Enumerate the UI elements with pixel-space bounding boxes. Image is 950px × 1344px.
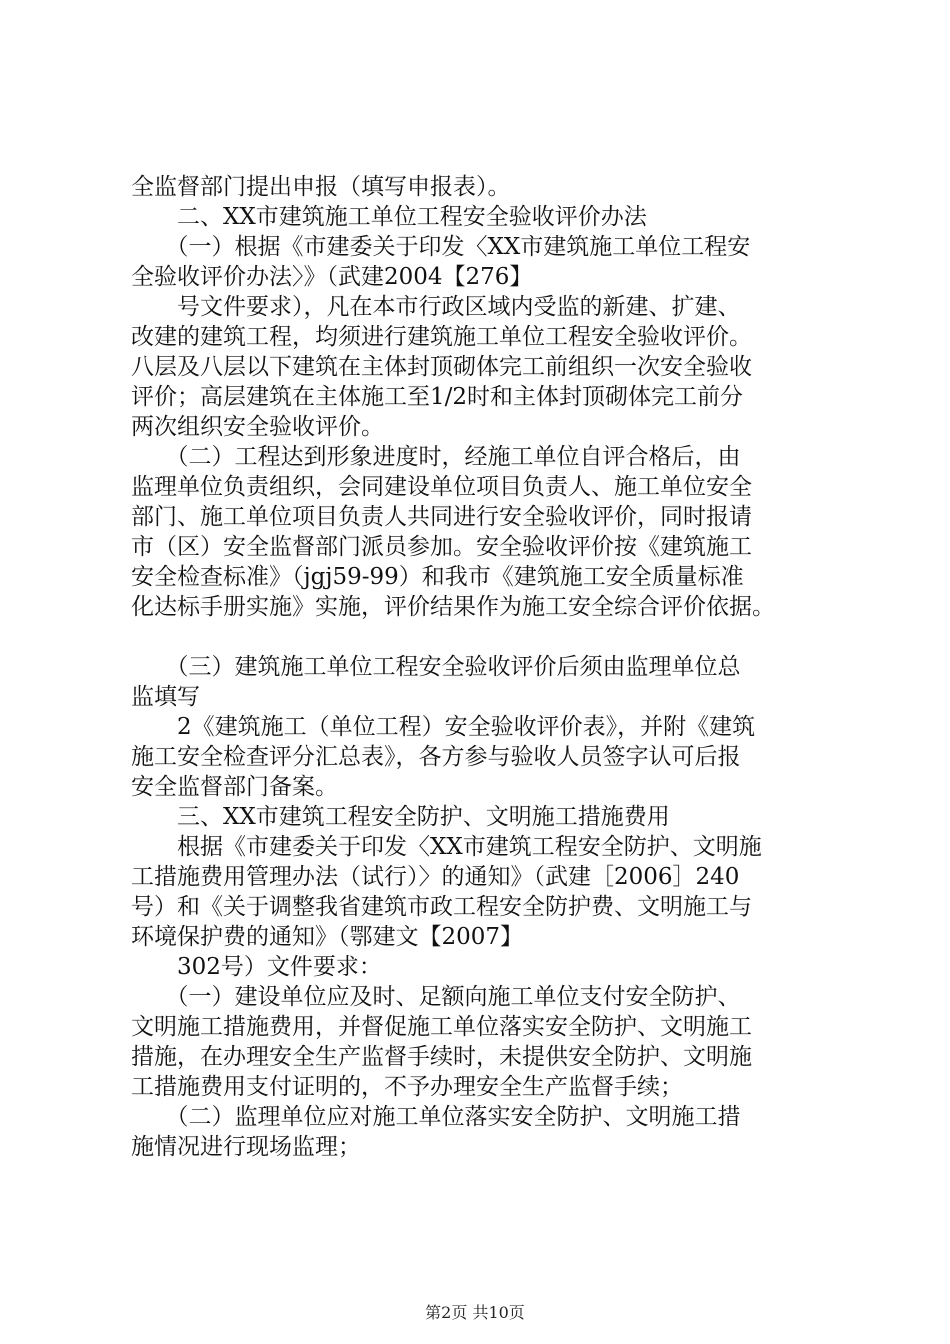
- text-line: 2《建筑施工（单位工程）安全验收评价表》，并附《建筑: [131, 714, 756, 740]
- text-line: 八层及八层以下建筑在主体封顶砌体完工前组织一次安全验收: [131, 354, 752, 380]
- page-number-footer: 第2页 共10页: [425, 1303, 525, 1322]
- text-line: 监填写: [131, 684, 200, 710]
- text-line: （三）建筑施工单位工程安全验收评价后须由监理单位总: [131, 654, 741, 680]
- text-line: 号文件要求），凡在本市行政区域内受监的新建、扩建、: [131, 294, 741, 320]
- text-line: 根据《市建委关于印发〈XX市建筑工程安全防护、文明施: [131, 834, 762, 860]
- text-line: 评价；高层建筑在主体施工至1/2时和主体封顶砌体完工前分: [131, 384, 744, 410]
- text-line: 环境保护费的通知》（鄂建文【2007】: [131, 924, 524, 950]
- text-line: 施情况进行现场监理；: [131, 1134, 361, 1160]
- text-line: （二）监理单位应对施工单位落实安全防护、文明施工措: [131, 1104, 741, 1130]
- text-line: 部门、施工单位项目负责人共同进行安全验收评价，同时报请: [131, 504, 752, 530]
- text-line: 号）和《关于调整我省建筑市政工程安全防护费、文明施工与: [131, 894, 752, 920]
- text-line: （二）工程达到形象进度时，经施工单位自评合格后，由: [131, 444, 741, 470]
- text-line: 措施，在办理安全生产监督手续时，未提供安全防护、文明施: [131, 1044, 752, 1070]
- text-line: 改建的建筑工程，均须进行建筑施工单位工程安全验收评价。: [131, 324, 752, 350]
- text-line: （一）建设单位应及时、足额向施工单位支付安全防护、: [131, 984, 741, 1010]
- text-line: 监理单位负责组织，会同建设单位项目负责人、施工单位安全: [131, 474, 752, 500]
- text-line: 安全监督部门备案。: [131, 774, 338, 800]
- text-line: 施工安全检查评分汇总表》，各方参与验收人员签字认可后报: [131, 744, 741, 770]
- text-line: 安全检查标准》（jgj59-99）和我市《建筑施工安全质量标准: [131, 564, 744, 590]
- text-line: （一）根据《市建委关于印发〈XX市建筑施工单位工程安: [131, 234, 751, 260]
- document-body: [131, 172, 851, 1162]
- text-line: 全监督部门提出申报（填写申报表）。: [131, 174, 511, 200]
- section-heading: 二、XX市建筑施工单位工程安全验收评价办法: [131, 204, 647, 230]
- text-line: 工措施费用管理办法（试行）〉的通知》（武建［2006］240: [131, 864, 740, 890]
- text-line: 工措施费用支付证明的，不予办理安全生产监督手续；: [131, 1074, 683, 1100]
- text-line: 文明施工措施费用，并督促施工单位落实安全防护、文明施工: [131, 1014, 752, 1040]
- text-line: 市（区）安全监督部门派员参加。安全验收评价按《建筑施工: [131, 534, 752, 560]
- text-line: 302号）文件要求：: [131, 954, 382, 980]
- blank-line: [131, 622, 851, 652]
- text-line: 两次组织安全验收评价。: [131, 414, 384, 440]
- text-line: 全验收评价办法〉》（武建2004【276】: [131, 264, 533, 290]
- section-heading: 三、XX市建筑工程安全防护、文明施工措施费用: [131, 804, 670, 830]
- text-line: 化达标手册实施》实施，评价结果作为施工安全综合评价依据。: [131, 594, 775, 620]
